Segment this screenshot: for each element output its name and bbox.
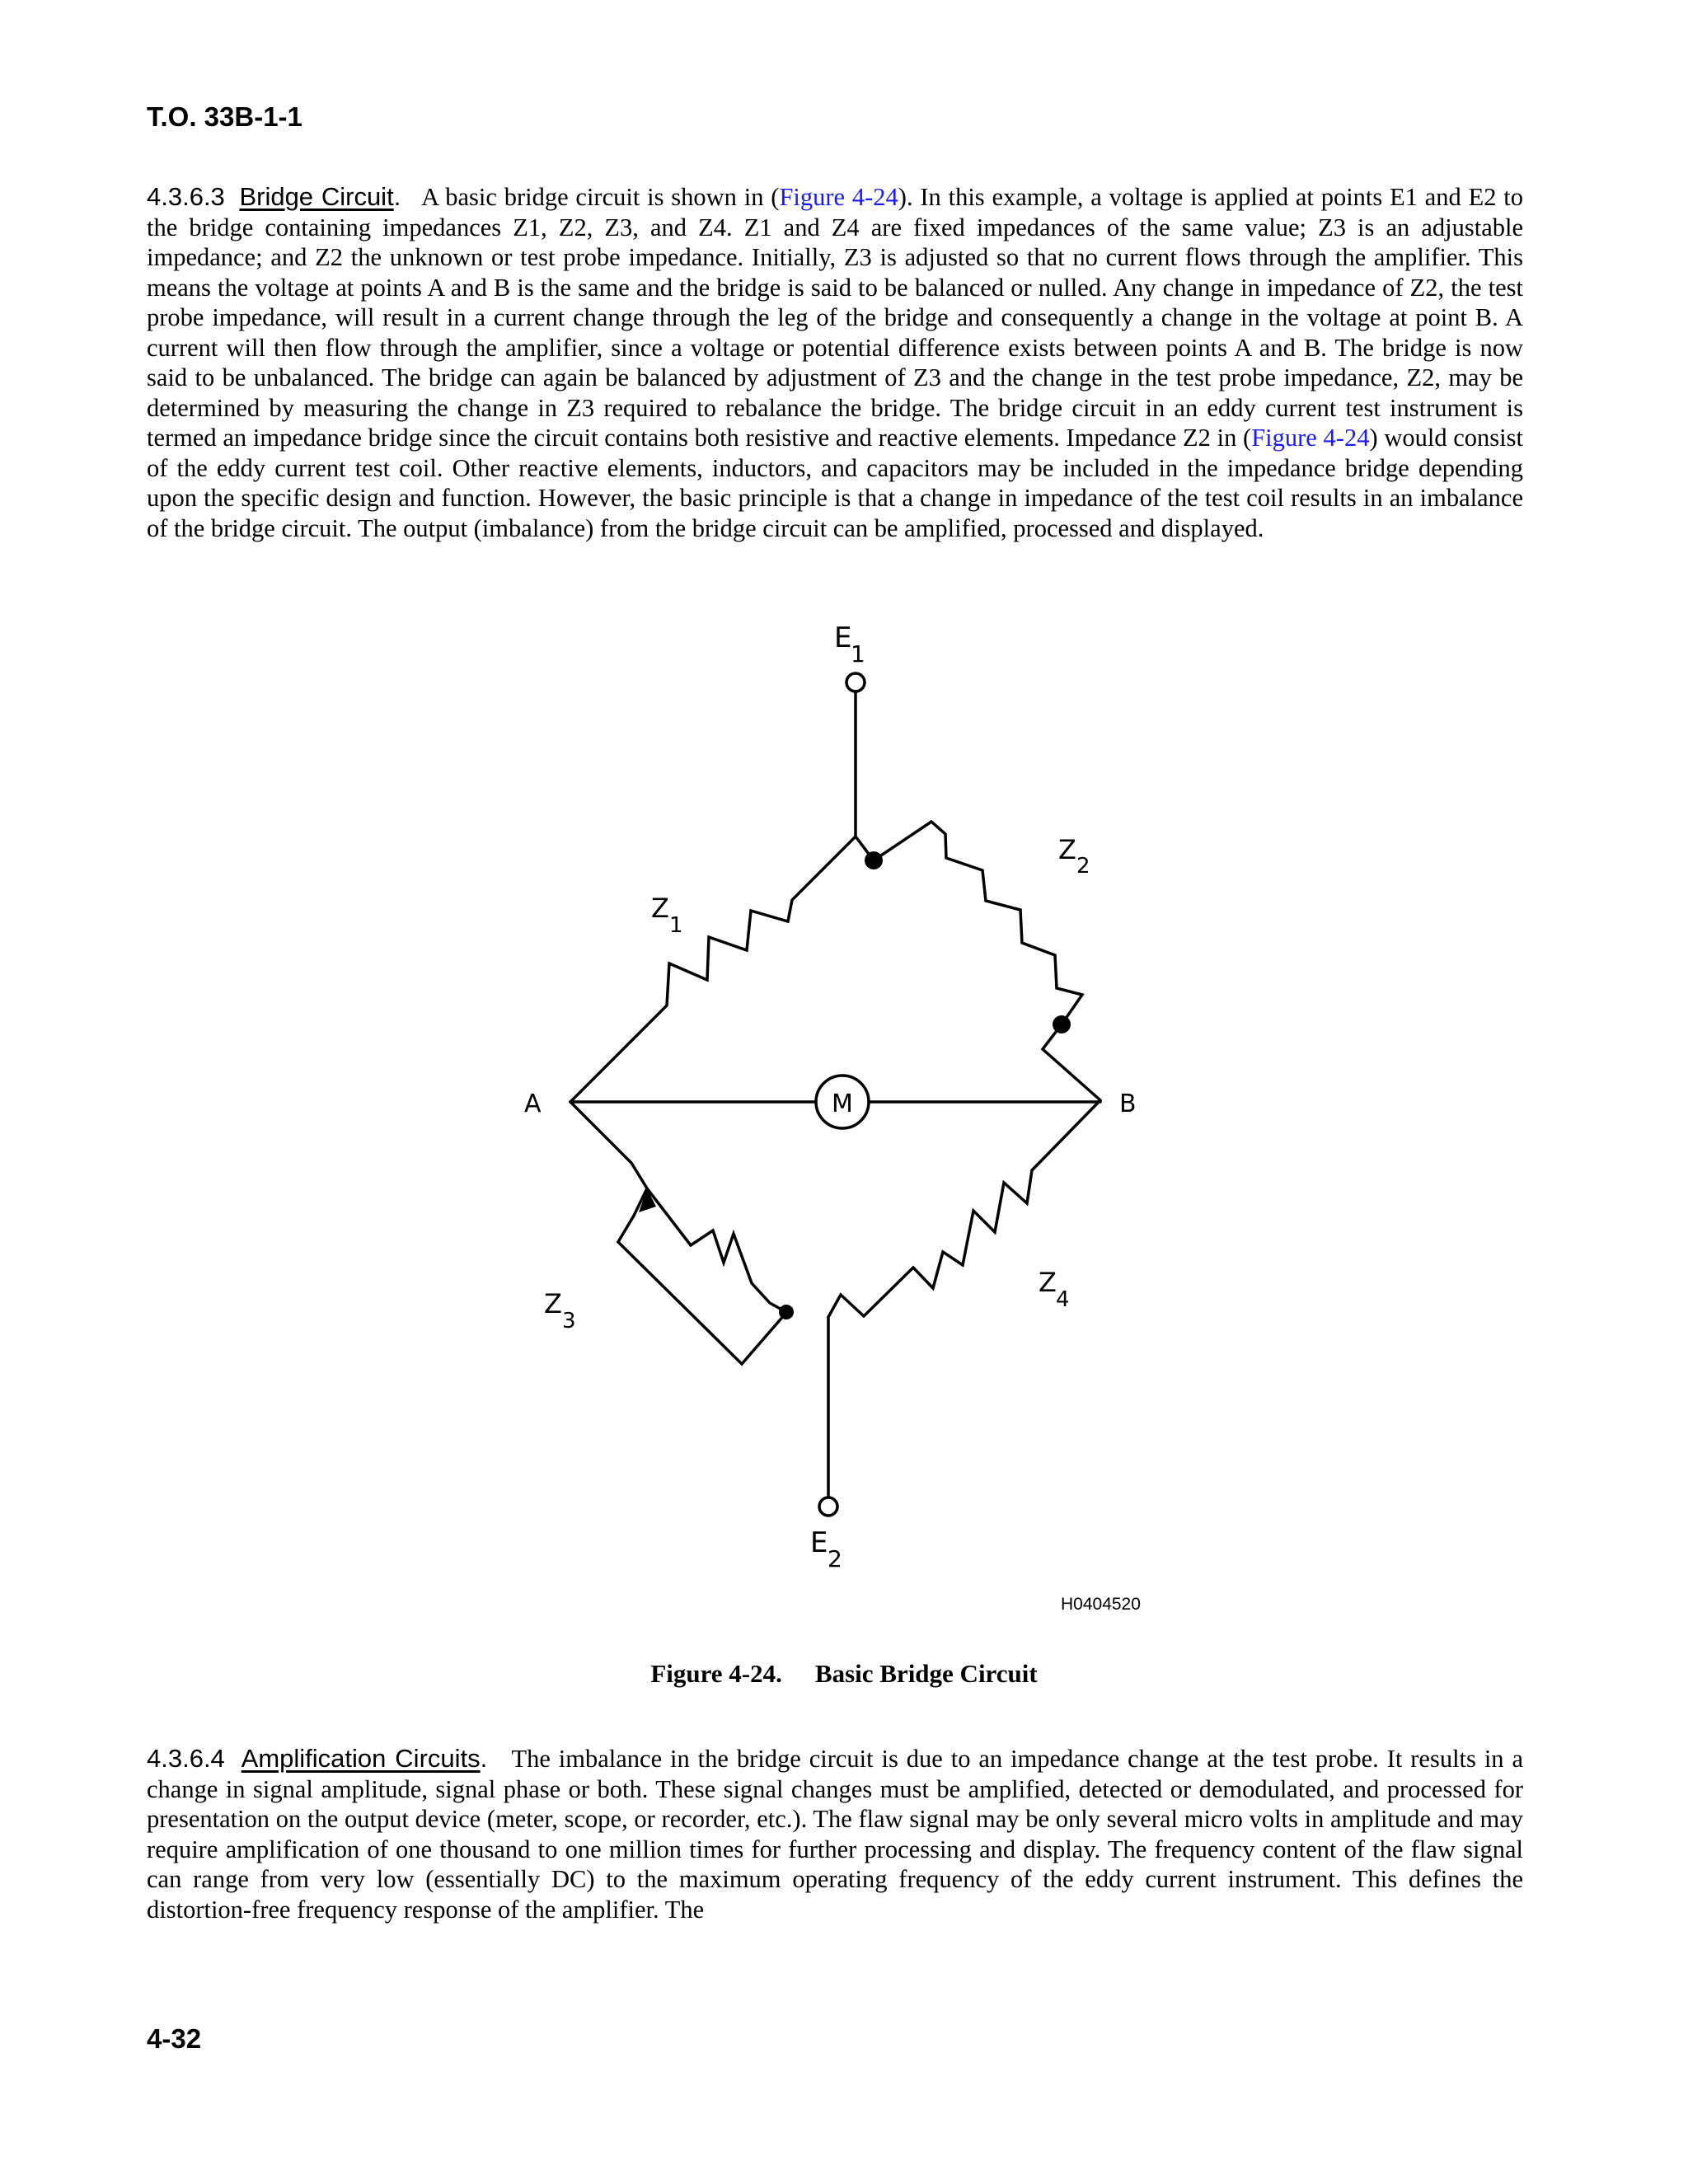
document-id-header: T.O. 33B-1-1 xyxy=(147,101,302,132)
z1-label-subscript: 1 xyxy=(669,913,683,938)
caption-title: Basic Bridge Circuit xyxy=(814,1659,1038,1688)
z3-label-subscript: 3 xyxy=(562,1309,576,1333)
z4-resistor-icon xyxy=(828,1100,1100,1317)
section-title: Bridge Circuit xyxy=(239,182,394,211)
z3-label: Z xyxy=(544,1288,562,1319)
e1-label: E xyxy=(834,621,852,654)
z1-resistor-icon xyxy=(570,837,856,1102)
bridge-circuit-figure xyxy=(495,606,1170,1628)
figure-code: H0404520 xyxy=(1061,1595,1141,1614)
z2-label: Z xyxy=(1058,834,1076,865)
e2-terminal-icon xyxy=(819,1497,837,1516)
e2-label: E xyxy=(810,1526,828,1559)
z2-bottom-dot-icon xyxy=(1053,1015,1071,1033)
node-a-label: A xyxy=(524,1090,542,1118)
z4-label-subscript: 4 xyxy=(1056,1287,1070,1312)
z4-label: Z xyxy=(1039,1267,1057,1298)
z2-label-subscript: 2 xyxy=(1076,854,1090,879)
e2-label-subscript: 2 xyxy=(828,1545,842,1572)
page-number: 4-32 xyxy=(147,2023,202,2054)
figure-link[interactable]: Figure 4-24 xyxy=(779,183,898,211)
z1-label: Z xyxy=(651,893,669,924)
bridge-circuit-diagram xyxy=(495,606,1170,1628)
paragraph-bridge-circuit: 4.3.6.3 Bridge Circuit. A basic bridge circuit is shown in (Figure 4-24). In this example, a voltage is applied at points E1 and E2 to the bridge containing impedances Z1, Z2, Z3, and Z4. Z1 and Z4 are fixed impedances of the same value; Z3 is an adjustable impedance; and Z2 the unknown or test probe impedance. Initially, Z3 is adjusted so that no current flows through the amplifier. This means the voltage at points A and B is the same and the bridge is said to be balanced or nulled. Any change in impedance of Z2, the test probe impedance, will result in a current change through the leg of the bridge and consequently a change in the voltage at point B. A current will then flow through the amplifier, since a voltage or potential difference exists between points A and B. The bridge is now said to be unbalanced. The bridge can again be balanced by adjustment of Z3 and the change in the test probe impedance, Z2, may be determined by measuring the change in Z3 required to rebalance the bridge. The bridge circuit in an eddy current test instrument is termed an impedance bridge since the circuit contains both resistive and reactive elements. Impedance Z2 in (Figure 4-24) would consist of the eddy current test coil. Other reactive elements, inductors, and capacitors may be included in the impedance bridge depending upon the specific design and function. However, the basic principle is that a change in impedance of the test coil results in an imbalance of the bridge circuit. The output (imbalance) from the bridge circuit can be amplified, processed and displayed. xyxy=(147,182,1524,542)
section-number: 4.3.6.4 xyxy=(147,1744,225,1773)
caption-number: Figure 4-24. xyxy=(650,1659,782,1688)
e1-label-subscript: 1 xyxy=(851,640,865,668)
paragraph-amplification-circuits: 4.3.6.4 Amplification Circuits. The imbalance in the bridge circuit is due to an impedance change at the test probe. It results in a change in signal amplitude, signal phase or both. These signal changes must be amplified, detected or demodulated, and processed for presentation on the output device (meter, scope, or recorder, etc.). The flaw signal may be only several micro volts in amplitude and may require amplification of one thousand to one million times for further processing and display. The frequency content of the flaw signal can range from very low (essentially DC) to the maximum operating frequency of the eddy current instrument. This defines the distortion-free frequency response of the amplifier. The xyxy=(147,1744,1523,1924)
section-number: 4.3.6.3 xyxy=(147,182,225,211)
body-text: A basic bridge circuit is shown in ( xyxy=(421,183,780,211)
section-title: Amplification Circuits xyxy=(241,1744,481,1773)
figure-caption xyxy=(0,1659,1688,1689)
e1-terminal-icon xyxy=(846,673,865,691)
node-b-label: B xyxy=(1119,1090,1137,1118)
figure-link[interactable]: Figure 4-24 xyxy=(1251,424,1370,452)
z3-top-link xyxy=(647,1188,691,1245)
body-text: ) would consist of the eddy current test coil. Other reactive elements, inductors, and capacitors may be included in the impedance bridge depending upon the specific design and function. However, the basic principle is that a change in impedance of the test coil results in an imbalance of the bridge circuit. The output (imbalance) from the bridge circuit can be amplified, processed and displayed. xyxy=(147,424,1523,542)
body-text: ). In this example, a voltage is applied at points E1 and E2 to the bridge containing impedances Z1, Z2, Z3, and Z4. Z1 and Z4 are fixed impedances of the same value; Z3 is an adjustable impedance; and Z2 the unknown or test probe impedance. Initially, Z3 is adjusted so that no current flows through the amplifier. This means the voltage at points A and B is the same and the bridge is said to be balanced or nulled. Any change in impedance of Z2, the test probe impedance, will result in a current change through the leg of the bridge and consequently a change in the voltage at point B. A current will then flow through the amplifier, since a voltage or potential difference exists between points A and B. The bridge is now said to be unbalanced. The bridge can again be balanced by adjustment of Z3 and the change in the test probe impedance, Z2, may be determined by measuring the change in Z3 required to rebalance the bridge. The bridge circuit in an eddy current test instrument is termed an impedance bridge since the circuit contains both resistive and reactive elements. Impedance Z2 in ( xyxy=(147,183,1524,452)
z3-arm-wire xyxy=(570,1102,647,1216)
body-text: The imbalance in the bridge circuit is due to an impedance change at the test probe. It results in a change in signal amplitude, signal phase or both. These signal changes must be amplified, detected or demodulated, and processed for presentation on the output device (meter, scope, or recorder, etc.). The flaw signal may be only several micro volts in amplitude and may require amplification of one thousand to one million times for further processing and display. The frequency content of the flaw signal can range from very low (essentially DC) to the maximum operating frequency of the eddy current instrument. This defines the distortion-free frequency response of the amplifier. The xyxy=(147,1745,1523,1924)
z3-resistor-icon xyxy=(691,1230,786,1312)
z2-top-dot-icon xyxy=(865,851,883,869)
z3-end-dot-icon xyxy=(779,1305,794,1319)
meter-label: M xyxy=(832,1090,853,1118)
